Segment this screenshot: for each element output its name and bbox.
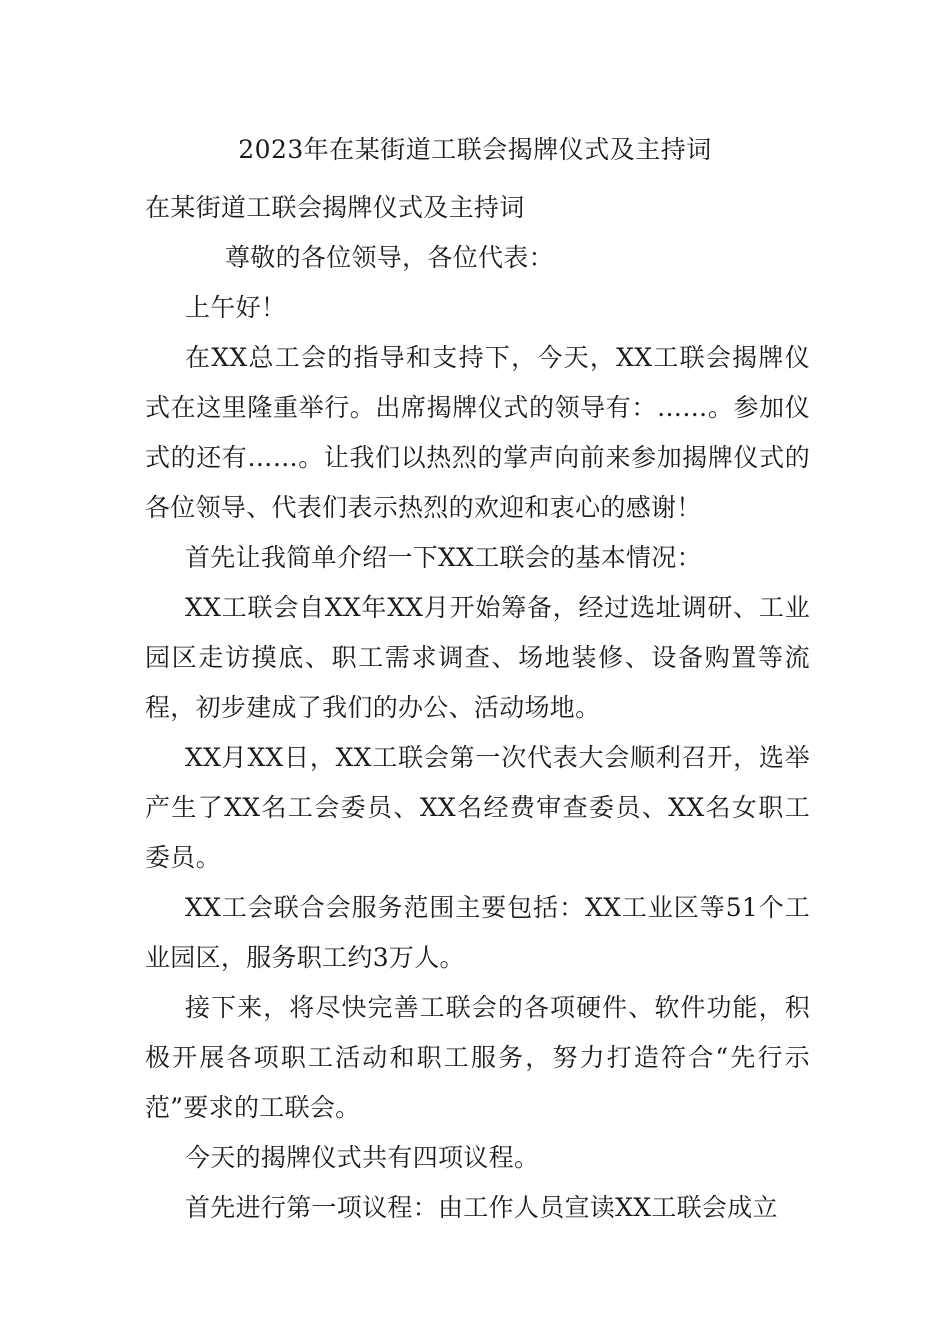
preparation-paragraph: XX工联会自XX年XX月开始筹备，经过选址调研、工业园区走访摸底、职工需求调查、场地装修、设备购置等流程，初步建成了我们的办公、活动场地。 — [145, 593, 810, 722]
document-body — [145, 183, 810, 1233]
salutation-paragraph: 尊敬的各位领导，各位代表： — [225, 243, 554, 272]
first-agenda-paragraph: 首先进行第一项议程：由工作人员宣读XX工联会成立 — [185, 1193, 778, 1222]
service-scope-paragraph: XX工会联合会服务范围主要包括：XX工业区等51个工业园区，服务职工约3万人。 — [145, 893, 810, 972]
document-subtitle: 在某街道工联会揭牌仪式及主持词 — [145, 193, 525, 222]
agenda-paragraph: 今天的揭牌仪式共有四项议程。 — [185, 1143, 540, 1172]
congress-paragraph: XX月XX日，XX工联会第一次代表大会顺利召开，选举产生了XX名工会委员、XX名经费审查委员、XX名女职工委员。 — [145, 743, 810, 872]
greeting-paragraph: 上午好！ — [185, 293, 287, 322]
next-steps-paragraph: 接下来，将尽快完善工联会的各项硬件、软件功能，积极开展各项职工活动和职工服务，努力打造符合“先行示范”要求的工联会。 — [145, 993, 810, 1122]
intro-paragraph: 首先让我简单介绍一下XX工联会的基本情况： — [185, 543, 702, 572]
document-title: 2023年在某街道工联会揭牌仪式及主持词 — [238, 135, 712, 164]
opening-paragraph: 在XX总工会的指导和支持下，今天，XX工联会揭牌仪式在这里隆重举行。出席揭牌仪式的领导有：……。参加仪式的还有……。让我们以热烈的掌声向前来参加揭牌仪式的各位领导、代表们表示热烈的欢迎和衷心的感谢！ — [145, 343, 810, 522]
